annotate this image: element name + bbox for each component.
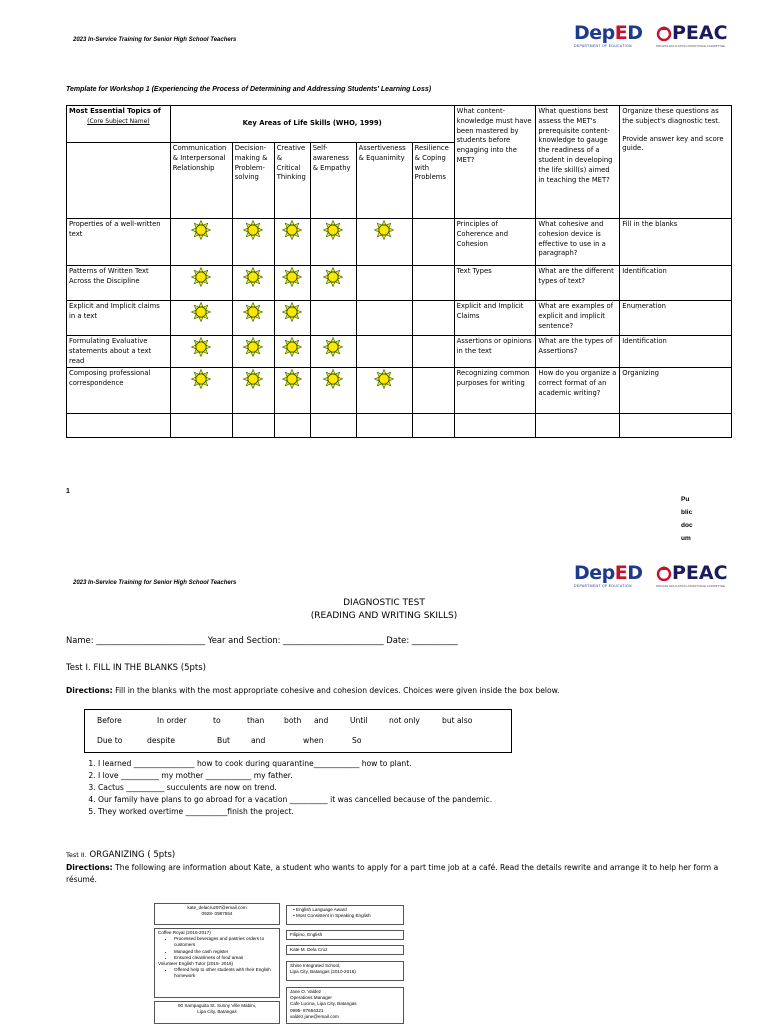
sun-icon: [243, 337, 263, 361]
question-cell: What are the types of Assertions?: [536, 336, 620, 368]
core-subject-name: (Core Subject Name): [87, 117, 150, 125]
title-line-1: DIAGNOSTIC TEST: [343, 598, 425, 608]
word-choice: to: [213, 716, 221, 725]
skill-cell: [310, 219, 356, 266]
skill-cell: [170, 219, 232, 266]
sun-icon: [282, 302, 302, 326]
list-item: 5. They worked overtime ___________finish the project.: [98, 806, 492, 818]
peac-logo-2: [656, 562, 740, 588]
resume-ref-email: valdez.jane@email.com: [290, 1013, 339, 1019]
directions-label: Directions:: [66, 686, 113, 695]
resume-phone: 0928- 0987654: [201, 911, 233, 917]
deped-subtitle-2: DEPARTMENT OF EDUCATION: [574, 584, 632, 588]
organize-cell: Organizing: [620, 368, 732, 414]
question-cell: What are the different types of text?: [536, 266, 620, 301]
word-row-2: [85, 736, 511, 746]
skill-cell: [356, 219, 412, 266]
skill-header-2: Creative & Critical Thinking: [274, 143, 310, 219]
page2-header: 2023 In-Service Training for Senior High School Teachers: [73, 580, 237, 586]
word-choice-box: [84, 709, 512, 753]
empty-row: [67, 414, 732, 438]
directions-2: [66, 862, 732, 886]
skill-cell: [274, 336, 310, 368]
peac-wordmark-2: PEAC: [656, 562, 740, 584]
sun-icon: [374, 220, 394, 244]
peac-wordmark: PEAC: [656, 22, 740, 44]
topics-label: Most Essential Topics of: [69, 107, 161, 115]
skill-cell: [170, 368, 232, 414]
skill-cell: [310, 368, 356, 414]
list-item: • English Language Award: [296, 907, 400, 913]
list-item: 4. Our family have plans to go abroad for a vacation __________ it was cancelled because of the pandemic.: [98, 794, 492, 806]
skill-cell: [274, 368, 310, 414]
skill-cell: [412, 368, 454, 414]
resume-experience-box: [154, 928, 280, 998]
empty-cell: [536, 414, 620, 438]
skill-cell: [356, 301, 412, 336]
list-item: • Processed beverages and pastries orders to customers: [174, 936, 276, 948]
list-item: • Most Consistent in Speaking English: [296, 913, 400, 919]
skill-cell: [232, 301, 274, 336]
table-row: [67, 368, 732, 414]
page-number: 1: [66, 488, 70, 495]
organize-cell: Enumeration: [620, 301, 732, 336]
skill-cell: [232, 219, 274, 266]
sun-icon: [374, 369, 394, 393]
header-life-skills: Key Areas of Life Skills (WHO, 1999): [170, 106, 454, 143]
deped-logo-2: [574, 562, 643, 588]
empty-cell: [170, 414, 232, 438]
list-item: 3. Cactus __________ succulents are now on trend.: [98, 782, 492, 794]
skill-cell: [274, 266, 310, 301]
resume-address-1: 90 Sampaguita St. Sunny Ville Mabini,: [177, 1003, 257, 1008]
resume-languages-box: Filipino, English: [286, 930, 404, 940]
resume-email: kate_delacruz97@email.com: [187, 905, 247, 910]
deped-subtitle: DEPARTMENT OF EDUCATION: [574, 44, 632, 48]
word-choice: But: [217, 736, 230, 745]
organize-cell: Identification: [620, 336, 732, 368]
sun-icon: [243, 220, 263, 244]
test2-heading: [66, 842, 175, 861]
resume-ref-phone: 0995- 87654321: [290, 1007, 324, 1013]
skill-cell: [412, 336, 454, 368]
organize-cell: Fill in the blanks: [620, 219, 732, 266]
word-choice: Due to: [97, 736, 123, 745]
question-cell: What cohesive and cohesion device is effective to use in a paragraph?: [536, 219, 620, 266]
answer-key-label: Provide answer key and score guide.: [622, 134, 724, 153]
skill-header-4: Assertiveness & Equanimity: [356, 143, 412, 219]
skill-header-5: Resilience & Coping with Problems: [412, 143, 454, 219]
directions-label-2: Directions:: [66, 863, 113, 872]
word-choice: but also: [442, 716, 473, 725]
topic-cell: Patterns of Written Text Across the Discipline: [67, 266, 171, 301]
skill-cell: [170, 301, 232, 336]
sun-icon: [282, 267, 302, 291]
test2-prefix: Test II.: [66, 851, 87, 859]
topic-cell: Explicit and Implicit claims in a text: [67, 301, 171, 336]
word-choice: So: [352, 736, 362, 745]
skill-header-3: Self-awareness & Empathy: [310, 143, 356, 219]
skill-cell: [412, 266, 454, 301]
page1-header: 2023 In-Service Training for Senior High School Teachers: [73, 37, 237, 43]
word-choice: when: [303, 736, 324, 745]
sun-icon: [243, 302, 263, 326]
word-choice: than: [247, 716, 265, 725]
award-items: [290, 907, 400, 919]
resume-address-2: Lipa City, Batangas: [197, 1009, 237, 1015]
skill-header-0: Communication & Interpersonal Relationship: [170, 143, 232, 219]
empty-cell: [274, 414, 310, 438]
skill-cell: [356, 336, 412, 368]
test1-heading: Test I. FILL IN THE BLANKS (5pts): [66, 663, 206, 673]
header-topics: [67, 106, 171, 143]
sun-icon: [282, 220, 302, 244]
diagnostic-title: [0, 597, 768, 623]
volunteer-items: [158, 967, 276, 979]
word-choice: and: [314, 716, 329, 725]
question-cell: What are examples of explicit and implicit sentence?: [536, 301, 620, 336]
sun-icon: [191, 337, 211, 361]
sun-icon: [323, 220, 343, 244]
peac-subtitle: PRIVATE EDUCATION ASSISTANCE COMMITTEE: [656, 44, 725, 48]
resume-ref-place: Cafe Lucina, Lipa City, Batangas: [290, 1001, 357, 1007]
skill-cell: [356, 266, 412, 301]
empty-cell: [310, 414, 356, 438]
resume-address-box: [154, 1001, 280, 1024]
organize-label: Organize these questions as the subject's diagnostic test.: [622, 107, 721, 125]
side-note-line: um: [681, 535, 691, 542]
skill-cell: [310, 301, 356, 336]
skill-cell: [412, 219, 454, 266]
workshop-table: [66, 105, 732, 438]
deped-wordmark: DepED: [574, 22, 643, 44]
job-items: [158, 936, 276, 961]
side-note-line: doc: [681, 522, 693, 529]
content-cell: Explicit and Implicit Claims: [454, 301, 536, 336]
empty-cell: [412, 414, 454, 438]
directions-text-2: The following are information about Kate, a student who wants to apply for a part time job at a café. Read the details rewrite and arrange it to help her form a résumé.: [66, 863, 719, 884]
word-choice: both: [284, 716, 302, 725]
directions-text: Fill in the blanks with the most appropriate cohesive and cohesion devices. Choices were given inside the box below.: [112, 686, 560, 695]
sun-icon: [323, 337, 343, 361]
name-line: Name: __________________________ Year and Section: ________________________ Date: ___________: [66, 635, 458, 645]
table-row: [67, 301, 732, 336]
test2-title: ORGANIZING ( 5pts): [86, 850, 176, 860]
table-row: [67, 336, 732, 368]
deped-logo: [574, 22, 643, 48]
list-item: 2. I love __________ my mother ____________ my father.: [98, 770, 492, 782]
empty-cell: [356, 414, 412, 438]
resume-awards-box: [286, 905, 404, 925]
directions-1: [66, 686, 560, 695]
peac-emblem-icon: [656, 25, 672, 41]
header-content-knowledge: What content-knowledge must have been mastered by students before engaging into the MET?: [454, 106, 536, 219]
empty-cell: [454, 414, 536, 438]
resume-name-box: Kate M. Dela Cruz: [286, 945, 404, 955]
template-title: Template for Workshop 1 (Experiencing the Process of Determining and Addressing Students' Learning Loss): [66, 86, 432, 93]
skill-cell: [356, 368, 412, 414]
empty-cell: [67, 143, 171, 219]
skill-cell: [170, 266, 232, 301]
list-item: • Managed the cash register: [174, 949, 276, 955]
content-cell: Principles of Coherence and Cohesion: [454, 219, 536, 266]
resume-job-title: Coffee Royal (2016-2017): [158, 930, 211, 935]
skill-cell: [232, 266, 274, 301]
title-line-2: (READING AND WRITING SKILLS): [310, 611, 458, 621]
deped-wordmark-2: DepED: [574, 562, 643, 584]
skill-cell: [232, 368, 274, 414]
word-choice: Until: [350, 716, 368, 725]
topic-cell: Composing professional correspondence: [67, 368, 171, 414]
sun-icon: [191, 220, 211, 244]
organize-cell: Identification: [620, 266, 732, 301]
skill-cell: [274, 301, 310, 336]
side-note-line: Pu: [681, 496, 690, 503]
resume-ref-name: Jane O. Valdez: [290, 989, 322, 994]
skill-cell: [310, 266, 356, 301]
sun-icon: [243, 267, 263, 291]
table-row: [67, 219, 732, 266]
header-organize: [620, 106, 732, 219]
word-row-1: [85, 716, 511, 726]
sun-icon: [191, 267, 211, 291]
skill-cell: [232, 336, 274, 368]
resume-school-2: Lipa City, Batangas (2010-2016): [290, 969, 356, 975]
content-cell: Text Types: [454, 266, 536, 301]
word-choice: Before: [97, 716, 122, 725]
content-cell: Assertions or opinions in the text: [454, 336, 536, 368]
peac-logo: [656, 22, 740, 48]
sun-icon: [191, 302, 211, 326]
side-note-line: blic: [681, 509, 693, 516]
word-choice: despite: [147, 736, 176, 745]
side-note: [681, 493, 693, 545]
resume-education-box: [286, 961, 404, 981]
resume-reference-box: [286, 987, 404, 1024]
list-item: • Offered help to other students with their English homework: [174, 967, 276, 979]
word-choice: In order: [157, 716, 187, 725]
fill-blank-list: [66, 758, 492, 818]
sun-icon: [323, 267, 343, 291]
sun-icon: [323, 369, 343, 393]
resume-school-1: Shine Integrated School,: [290, 963, 341, 968]
word-choice: and: [251, 736, 266, 745]
empty-cell: [232, 414, 274, 438]
resume-ref-title: Operations Manager: [290, 995, 332, 1001]
skill-header-1: Decision-making & Problem-solving: [232, 143, 274, 219]
word-choice: not only: [389, 716, 420, 725]
header-questions: What questions best assess the MET's prerequisite content-knowledge to gauge the readiness of a student in developing the life skill(s) aimed in teaching the MET?: [536, 106, 620, 219]
empty-cell: [620, 414, 732, 438]
peac-emblem-icon: [656, 565, 672, 581]
skill-cell: [310, 336, 356, 368]
empty-cell: [67, 414, 171, 438]
skill-cell: [274, 219, 310, 266]
sun-icon: [282, 369, 302, 393]
sun-icon: [243, 369, 263, 393]
sun-icon: [282, 337, 302, 361]
topic-cell: Properties of a well-written text: [67, 219, 171, 266]
list-item: • Ensured cleanliness of food areas: [174, 955, 276, 961]
question-cell: How do you organize a correct format of an academic writing?: [536, 368, 620, 414]
skill-cell: [170, 336, 232, 368]
content-cell: Recognizing common purposes for writing: [454, 368, 536, 414]
list-item: 1. I learned ________________ how to cook during quarantine____________ how to plant.: [98, 758, 492, 770]
resume-volunteer: Volunteer English Tutor (2015- 2016): [158, 961, 234, 967]
peac-subtitle-2: PRIVATE EDUCATION ASSISTANCE COMMITTEE: [656, 584, 725, 588]
resume-email-box: [154, 903, 280, 925]
table-row: [67, 266, 732, 301]
topic-cell: Formulating Evaluative statements about a text read: [67, 336, 171, 368]
skill-cell: [412, 301, 454, 336]
sun-icon: [191, 369, 211, 393]
